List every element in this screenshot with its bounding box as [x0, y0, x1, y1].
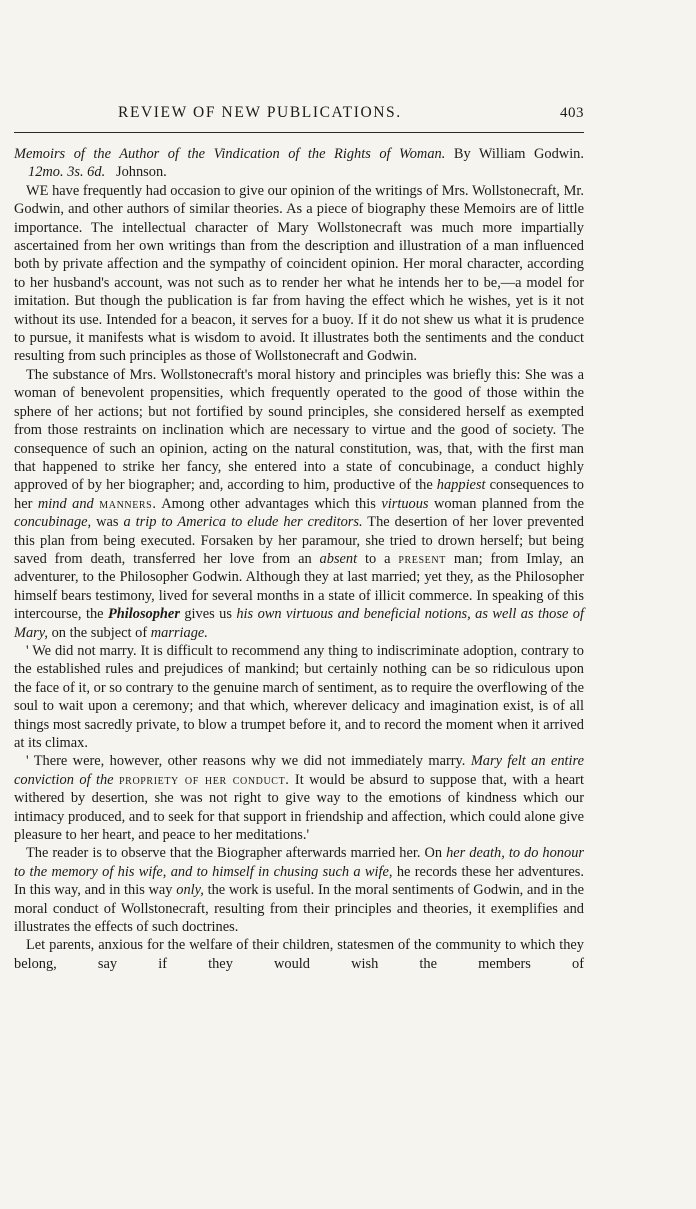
book-author: By William Godwin.	[453, 146, 584, 162]
paragraph-1: WE have frequently had occasion to give our opinion of the writings of Mrs. Wollstonecraft, Mr. Godwin, and other authors of similar theories. As a piece of biography these Memoirs are of little importance. The intellectual character of Mary Wollstonecraft was much more impartially ascertained from her own writings than from the description and illustration of a man influenced both by private affection and the sympathy of coincident opinion. Her moral character, according to her husband's account, was not such as to render her what he intends her to be,—a model for imitation. But though the publication is far from having the effect which he wishes, yet is it not without its use. Intended for a beacon, it serves for a buoy. If it do not shew us what it is prudence to pursue, it manifests what is wisdom to avoid. It illustrates both the sentiments and the conduct resulting from such principles as those of Wollstonecraft and Godwin.	[14, 182, 584, 365]
running-head-title: REVIEW OF NEW PUBLICATIONS.	[118, 104, 402, 121]
book-publisher: Johnson.	[115, 164, 167, 181]
paragraph-4: ' There were, however, other reasons why we did not immediately marry. Mary felt an entire conviction of the propriety of her conduct. It would be absurd to suppose that, with a heart withered by desertion, she was not right to give way to the emotions of kindness which our intimacy produced, and to seek for that support in friendship and affection, which could alone give pleasure to her heart, and peace to her meditations.'	[14, 753, 584, 844]
paragraph-2: The substance of Mrs. Wollstonecraft's moral history and principles was briefly this: She was a woman of benevolent propensities, which frequently operated to the good of those within the sphere of her actions; but not fortified by sound principles, she considered herself as exempted from those restraints on inclination which are necessary to virtue and the good of society. The consequence of such an opinion, acting on the natural constitution, was, that, with the first man that happened to strike her fancy, she entered into a state of concubinage, a conduct highly approved of by her biographer; and, according to him, productive of the happiest consequences to her mind and manners. Among other advantages which this virtuous woman planned from the concubinage, was a trip to America to elude her creditors. The desertion of her lover prevented this plan from being executed. Forsaken by her paramour, she tried to drown herself; but being saved from death, transferred her love from an absent to a present man; from Imlay, an adventurer, to the Philosopher Godwin. Although they at last married; yet they, as the Philosopher himself bears testimony, lived for several months in a state of illicit commerce. In speaking of this intercourse, the Philosopher gives us his own virtuous and beneficial notions, as well as those of Mary, on the subject of marriage.	[14, 366, 584, 641]
paragraph-6: Let parents, anxious for the welfare of their children, statesmen of the community to which they belong, say if they would wish the members of	[14, 937, 584, 972]
page-number: 403	[560, 105, 584, 121]
paragraph-3: ' We did not marry. It is difficult to recommend any thing to indiscriminate adoption, contrary to the established rules and prejudices of mankind; but certainly nothing can be so ridiculous upon the face of it, or so contrary to the genuine march of sentiment, as to require the overflowing of the soul to wait upon a ceremony; and that which, wherever delicacy and imagination exist, is of all things most sacredly private, to blow a trumpet before it, and to record the moment when it arrived at its climax.	[14, 642, 584, 751]
paragraph-5: The reader is to observe that the Biographer afterwards married her. On her death, to do honour to the memory of his wife, and to himself in chusing such a wife, he records these her adventures. In this way, and in this way only, the work is useful. In the moral sentiments of Godwin, and in the moral conduct of Wollstonecraft, resulting from their principles and theories, it exemplifies and illustrates the effects of such doctrines.	[14, 845, 584, 936]
book-format: 12mo.	[28, 164, 64, 181]
book-imprint	[14, 163, 584, 181]
running-head	[14, 104, 584, 122]
header-rule	[14, 132, 584, 133]
book-title: Memoirs of the Author of the Vindication of the Rights of Woman.	[14, 146, 446, 162]
review-title	[14, 145, 584, 163]
book-price: 3s. 6d.	[67, 164, 106, 181]
